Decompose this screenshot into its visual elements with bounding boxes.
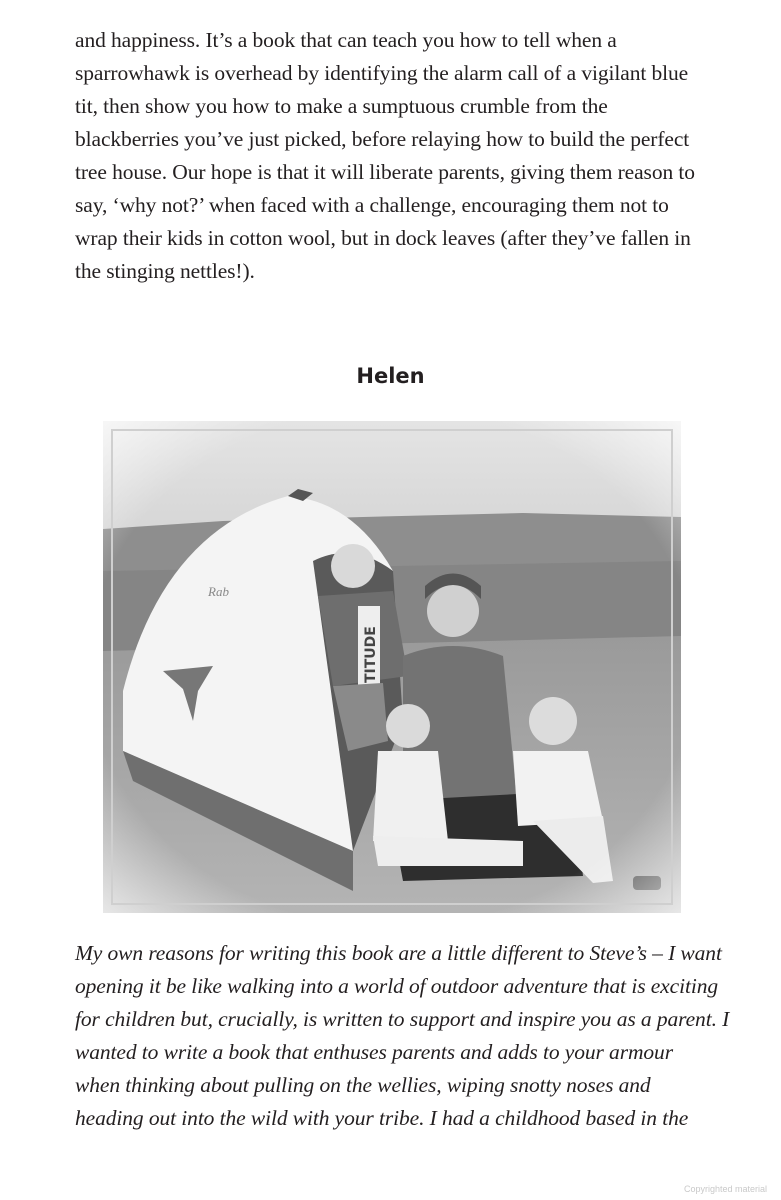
text-line: My own reasons for writing this book are a little different to Steve’s – I want: [75, 941, 722, 965]
text-line: tree house. Our hope is that it will liberate parents, giving them reason to: [75, 160, 695, 184]
text-line: wanted to write a book that enthuses parents and adds to your armour: [75, 1040, 673, 1064]
helen-paragraph: [75, 937, 730, 1135]
text-line: tit, then show you how to make a sumptuous crumble from the: [75, 94, 608, 118]
text-line: opening it be like walking into a world of outdoor adventure that is exciting: [75, 974, 718, 998]
text-line: when thinking about pulling on the wellies, wiping snotty noses and: [75, 1073, 651, 1097]
section-heading: Helen: [356, 364, 425, 388]
text-line: the stinging nettles!).: [75, 259, 255, 283]
copyright-notice: Copyrighted material: [683, 1184, 767, 1194]
photo-illustration: [103, 421, 681, 913]
text-line: wrap their kids in cotton wool, but in dock leaves (after they’ve fallen in: [75, 226, 691, 250]
text-line: for children but, crucially, is written to support and inspire you as a parent. I: [75, 1007, 730, 1031]
text-line: and happiness. It’s a book that can teach you how to tell when a: [75, 28, 617, 52]
text-line: blackberries you’ve just picked, before relaying how to build the perfect: [75, 127, 690, 151]
text-line: say, ‘why not?’ when faced with a challenge, encouraging them not to: [75, 193, 669, 217]
text-line: sparrowhawk is overhead by identifying the alarm call of a vigilant blue: [75, 61, 689, 85]
family-camping-photo: [103, 421, 681, 913]
intro-paragraph: [75, 24, 715, 288]
text-line: heading out into the wild with your tribe. I had a childhood based in the: [75, 1106, 689, 1130]
